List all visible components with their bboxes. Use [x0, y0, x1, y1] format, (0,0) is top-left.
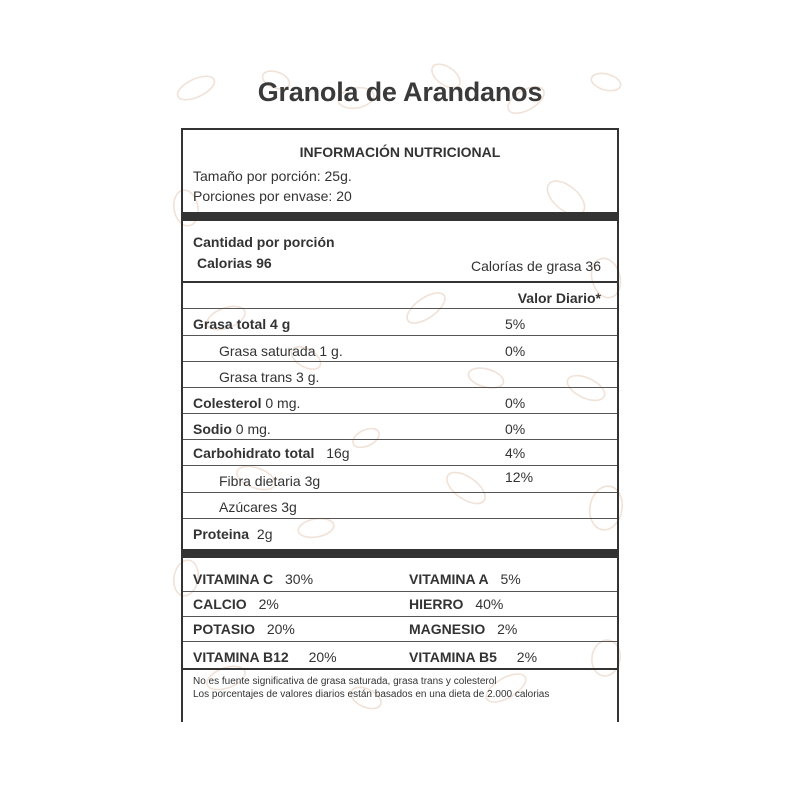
vitamin-name: VITAMINA B5	[409, 649, 497, 665]
nutrition-label-card	[166, 58, 634, 722]
nutrient-amount: 0 mg.	[265, 395, 301, 411]
nutrient-percent: 12%	[505, 469, 534, 485]
servings-per-container: Porciones por envase: 20	[193, 188, 352, 204]
divider	[183, 668, 617, 670]
nutrient-name: Azúcares 3g	[219, 499, 297, 515]
vitamin-name: HIERRO	[409, 596, 464, 612]
nutrient-name: Proteina	[193, 526, 250, 542]
vitamin-name: POTASIO	[193, 621, 255, 637]
nutrient-name: Sodio	[193, 421, 232, 437]
calories: Calorias 96	[197, 255, 272, 271]
thick-divider	[183, 212, 617, 221]
nutrition-facts-panel	[181, 128, 619, 722]
serving-size: Tamaño por porción: 25g.	[193, 168, 352, 184]
divider	[183, 616, 617, 617]
vitamin-value: 40%	[475, 596, 504, 612]
nutrient-name: Colesterol	[193, 395, 262, 411]
product-title: Granola de Arandanos	[257, 77, 543, 107]
nutrient-percent: 5%	[505, 316, 526, 332]
vitamin-item	[193, 621, 295, 637]
calories-from-fat: Calorías de grasa 36	[471, 258, 601, 274]
vitamin-name: VITAMINA A	[409, 571, 489, 587]
nutrient-amount: 2g	[256, 526, 273, 542]
nutrient-row	[193, 316, 290, 332]
nutrient-name: Grasa saturada 1 g.	[219, 343, 343, 359]
daily-value-header: Valor Diario*	[517, 290, 601, 306]
nutrient-percent: 0%	[505, 421, 526, 437]
vitamin-value: 2%	[516, 649, 538, 665]
divider	[183, 413, 617, 414]
nutrition-heading: INFORMACIÓN NUTRICIONAL	[299, 144, 501, 160]
vitamin-name: MAGNESIO	[409, 621, 486, 637]
divider	[183, 518, 617, 519]
vitamin-value: 30%	[285, 571, 314, 587]
divider	[183, 308, 617, 309]
divider	[183, 387, 617, 388]
vitamin-item	[193, 571, 313, 587]
divider	[183, 335, 617, 336]
vitamin-item	[409, 571, 521, 587]
vitamin-item	[409, 596, 503, 612]
vitamin-item	[193, 596, 279, 612]
nutrient-row	[193, 395, 300, 411]
nutrient-name: Carbohidrato total	[193, 445, 315, 461]
nutrient-amount: 16g	[326, 445, 350, 461]
vitamin-name: VITAMINA C	[193, 571, 274, 587]
divider	[183, 361, 617, 362]
vitamin-name: CALCIO	[193, 596, 247, 612]
footnote: Los porcentajes de valores diarios están basados en una dieta de 2.000 calorias	[193, 689, 550, 700]
vitamin-value: 5%	[500, 571, 521, 587]
divider	[183, 492, 617, 493]
vitamin-item	[409, 621, 517, 637]
divider	[183, 591, 617, 592]
vitamin-item	[409, 649, 537, 665]
nutrient-percent: 0%	[505, 395, 526, 411]
amount-per-serving-label: Cantidad por porción	[193, 234, 335, 250]
nutrient-row	[193, 526, 272, 542]
divider	[183, 465, 617, 466]
nutrient-name: Grasa total 4 g	[193, 316, 291, 332]
divider	[183, 641, 617, 642]
divider	[183, 439, 617, 440]
nutrient-row	[193, 421, 271, 437]
vitamin-item	[193, 649, 337, 665]
vitamin-value: 20%	[266, 621, 295, 637]
nutrient-percent: 0%	[505, 343, 526, 359]
nutrient-percent: 4%	[505, 445, 526, 461]
vitamin-value: 2%	[497, 621, 518, 637]
footnote: No es fuente significativa de grasa saturada, grasa trans y colesterol	[193, 676, 497, 687]
nutrient-name: Fibra dietaria 3g	[219, 473, 321, 489]
vitamin-name: VITAMINA B12	[193, 649, 289, 665]
vitamin-value: 2%	[258, 596, 279, 612]
vitamin-value: 20%	[308, 649, 337, 665]
thick-divider	[183, 549, 617, 558]
nutrient-amount: 0 mg.	[235, 421, 271, 437]
divider	[183, 281, 617, 283]
nutrient-name: Grasa trans 3 g.	[219, 369, 320, 385]
nutrient-row	[193, 445, 350, 461]
